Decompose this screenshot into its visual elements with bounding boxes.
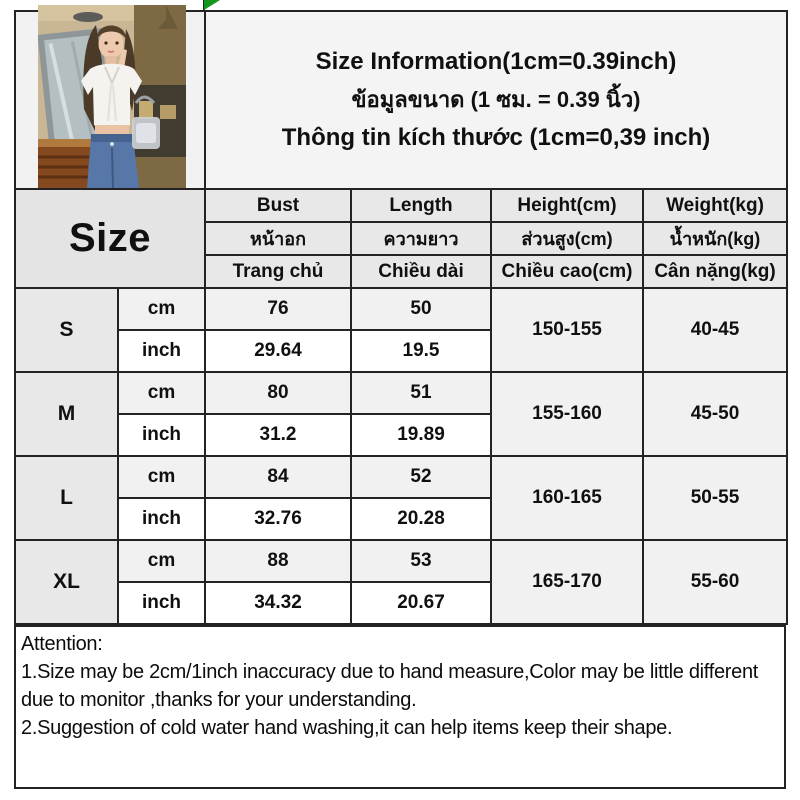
unit-label-cm: cm	[118, 372, 205, 414]
value-xl-bust-inch: 34.32	[205, 582, 351, 624]
col-header-height-en: Height(cm)	[491, 189, 643, 222]
size-label-m: M	[15, 372, 118, 456]
title-english: Size Information(1cm=0.39inch)	[315, 48, 677, 75]
unit-label-inch: inch	[118, 330, 205, 372]
neck	[106, 56, 116, 65]
col-header-length-en: Length	[351, 189, 491, 222]
col-header-weight-en: Weight(kg)	[643, 189, 787, 222]
jeans-waistband	[91, 134, 134, 142]
value-l-length-cm: 52	[351, 456, 491, 498]
value-m-length-inch: 19.89	[351, 414, 491, 456]
table-row-l-cm	[15, 456, 787, 498]
attention-title: Attention:	[21, 633, 103, 655]
unit-label-cm: cm	[118, 288, 205, 330]
value-s-weight: 40-45	[643, 288, 787, 372]
col-header-weight-vi: Cân nặng(kg)	[643, 255, 787, 288]
attention-box	[14, 625, 786, 789]
value-s-bust-inch: 29.64	[205, 330, 351, 372]
value-m-height: 155-160	[491, 372, 643, 456]
value-xl-length-inch: 20.67	[351, 582, 491, 624]
col-header-length-vi: Chiều dài	[351, 255, 491, 288]
col-header-bust-vi: Trang chủ	[205, 255, 351, 288]
col-header-length-th: ความยาว	[351, 222, 491, 255]
ceiling-fan	[73, 12, 103, 22]
value-xl-height: 165-170	[491, 540, 643, 624]
unit-label-inch: inch	[118, 414, 205, 456]
value-l-weight: 50-55	[643, 456, 787, 540]
col-header-height-vi: Chiều cao(cm)	[491, 255, 643, 288]
attention-line-1: 1.Size may be 2cm/1inch inaccuracy due to hand measure,Color may be little different due to monitor ,thanks for your understanding.	[21, 661, 759, 711]
value-l-bust-cm: 84	[205, 456, 351, 498]
product-photo-illustration	[38, 5, 186, 188]
size-label-xl: XL	[15, 540, 118, 624]
title-vietnamese: Thông tin kích thước (1cm=0,39 inch)	[281, 124, 711, 151]
table-row-s-cm	[15, 288, 787, 330]
face	[99, 30, 124, 59]
unit-label-inch: inch	[118, 582, 205, 624]
value-m-length-cm: 51	[351, 372, 491, 414]
jeans-button	[110, 142, 114, 146]
value-xl-bust-cm: 88	[205, 540, 351, 582]
size-info-header	[205, 11, 787, 189]
col-header-height-th: ส่วนสูง(cm)	[491, 222, 643, 255]
cell-corner-marker-icon	[204, 0, 220, 10]
unit-label-cm: cm	[118, 456, 205, 498]
value-xl-weight: 55-60	[643, 540, 787, 624]
value-m-weight: 45-50	[643, 372, 787, 456]
value-l-bust-inch: 32.76	[205, 498, 351, 540]
cafe-chair	[139, 101, 153, 119]
header-row-en	[15, 189, 787, 222]
value-s-length-cm: 50	[351, 288, 491, 330]
unit-label-inch: inch	[118, 498, 205, 540]
table-row-m-cm	[15, 372, 787, 414]
attention-line-2: 2.Suggestion of cold water hand washing,it can help items keep their shape.	[21, 717, 673, 739]
value-m-bust-inch: 31.2	[205, 414, 351, 456]
size-corner-label: Size	[15, 189, 205, 288]
product-photo	[38, 5, 186, 188]
value-s-height: 150-155	[491, 288, 643, 372]
value-l-height: 160-165	[491, 456, 643, 540]
col-header-weight-th: น้ำหนัก(kg)	[643, 222, 787, 255]
value-m-bust-cm: 80	[205, 372, 351, 414]
table-row-xl-cm	[15, 540, 787, 582]
value-s-length-inch: 19.5	[351, 330, 491, 372]
unit-label-cm: cm	[118, 540, 205, 582]
value-l-length-inch: 20.28	[351, 498, 491, 540]
counter-top	[38, 139, 96, 147]
title-thai: ข้อมูลขนาด (1 ซม. = 0.39 นิ้ว)	[351, 87, 641, 112]
value-s-bust-cm: 76	[205, 288, 351, 330]
size-label-s: S	[15, 288, 118, 372]
cafe-chair	[160, 105, 176, 119]
col-header-bust-en: Bust	[205, 189, 351, 222]
value-xl-length-cm: 53	[351, 540, 491, 582]
col-header-bust-th: หน้าอก	[205, 222, 351, 255]
size-label-l: L	[15, 456, 118, 540]
